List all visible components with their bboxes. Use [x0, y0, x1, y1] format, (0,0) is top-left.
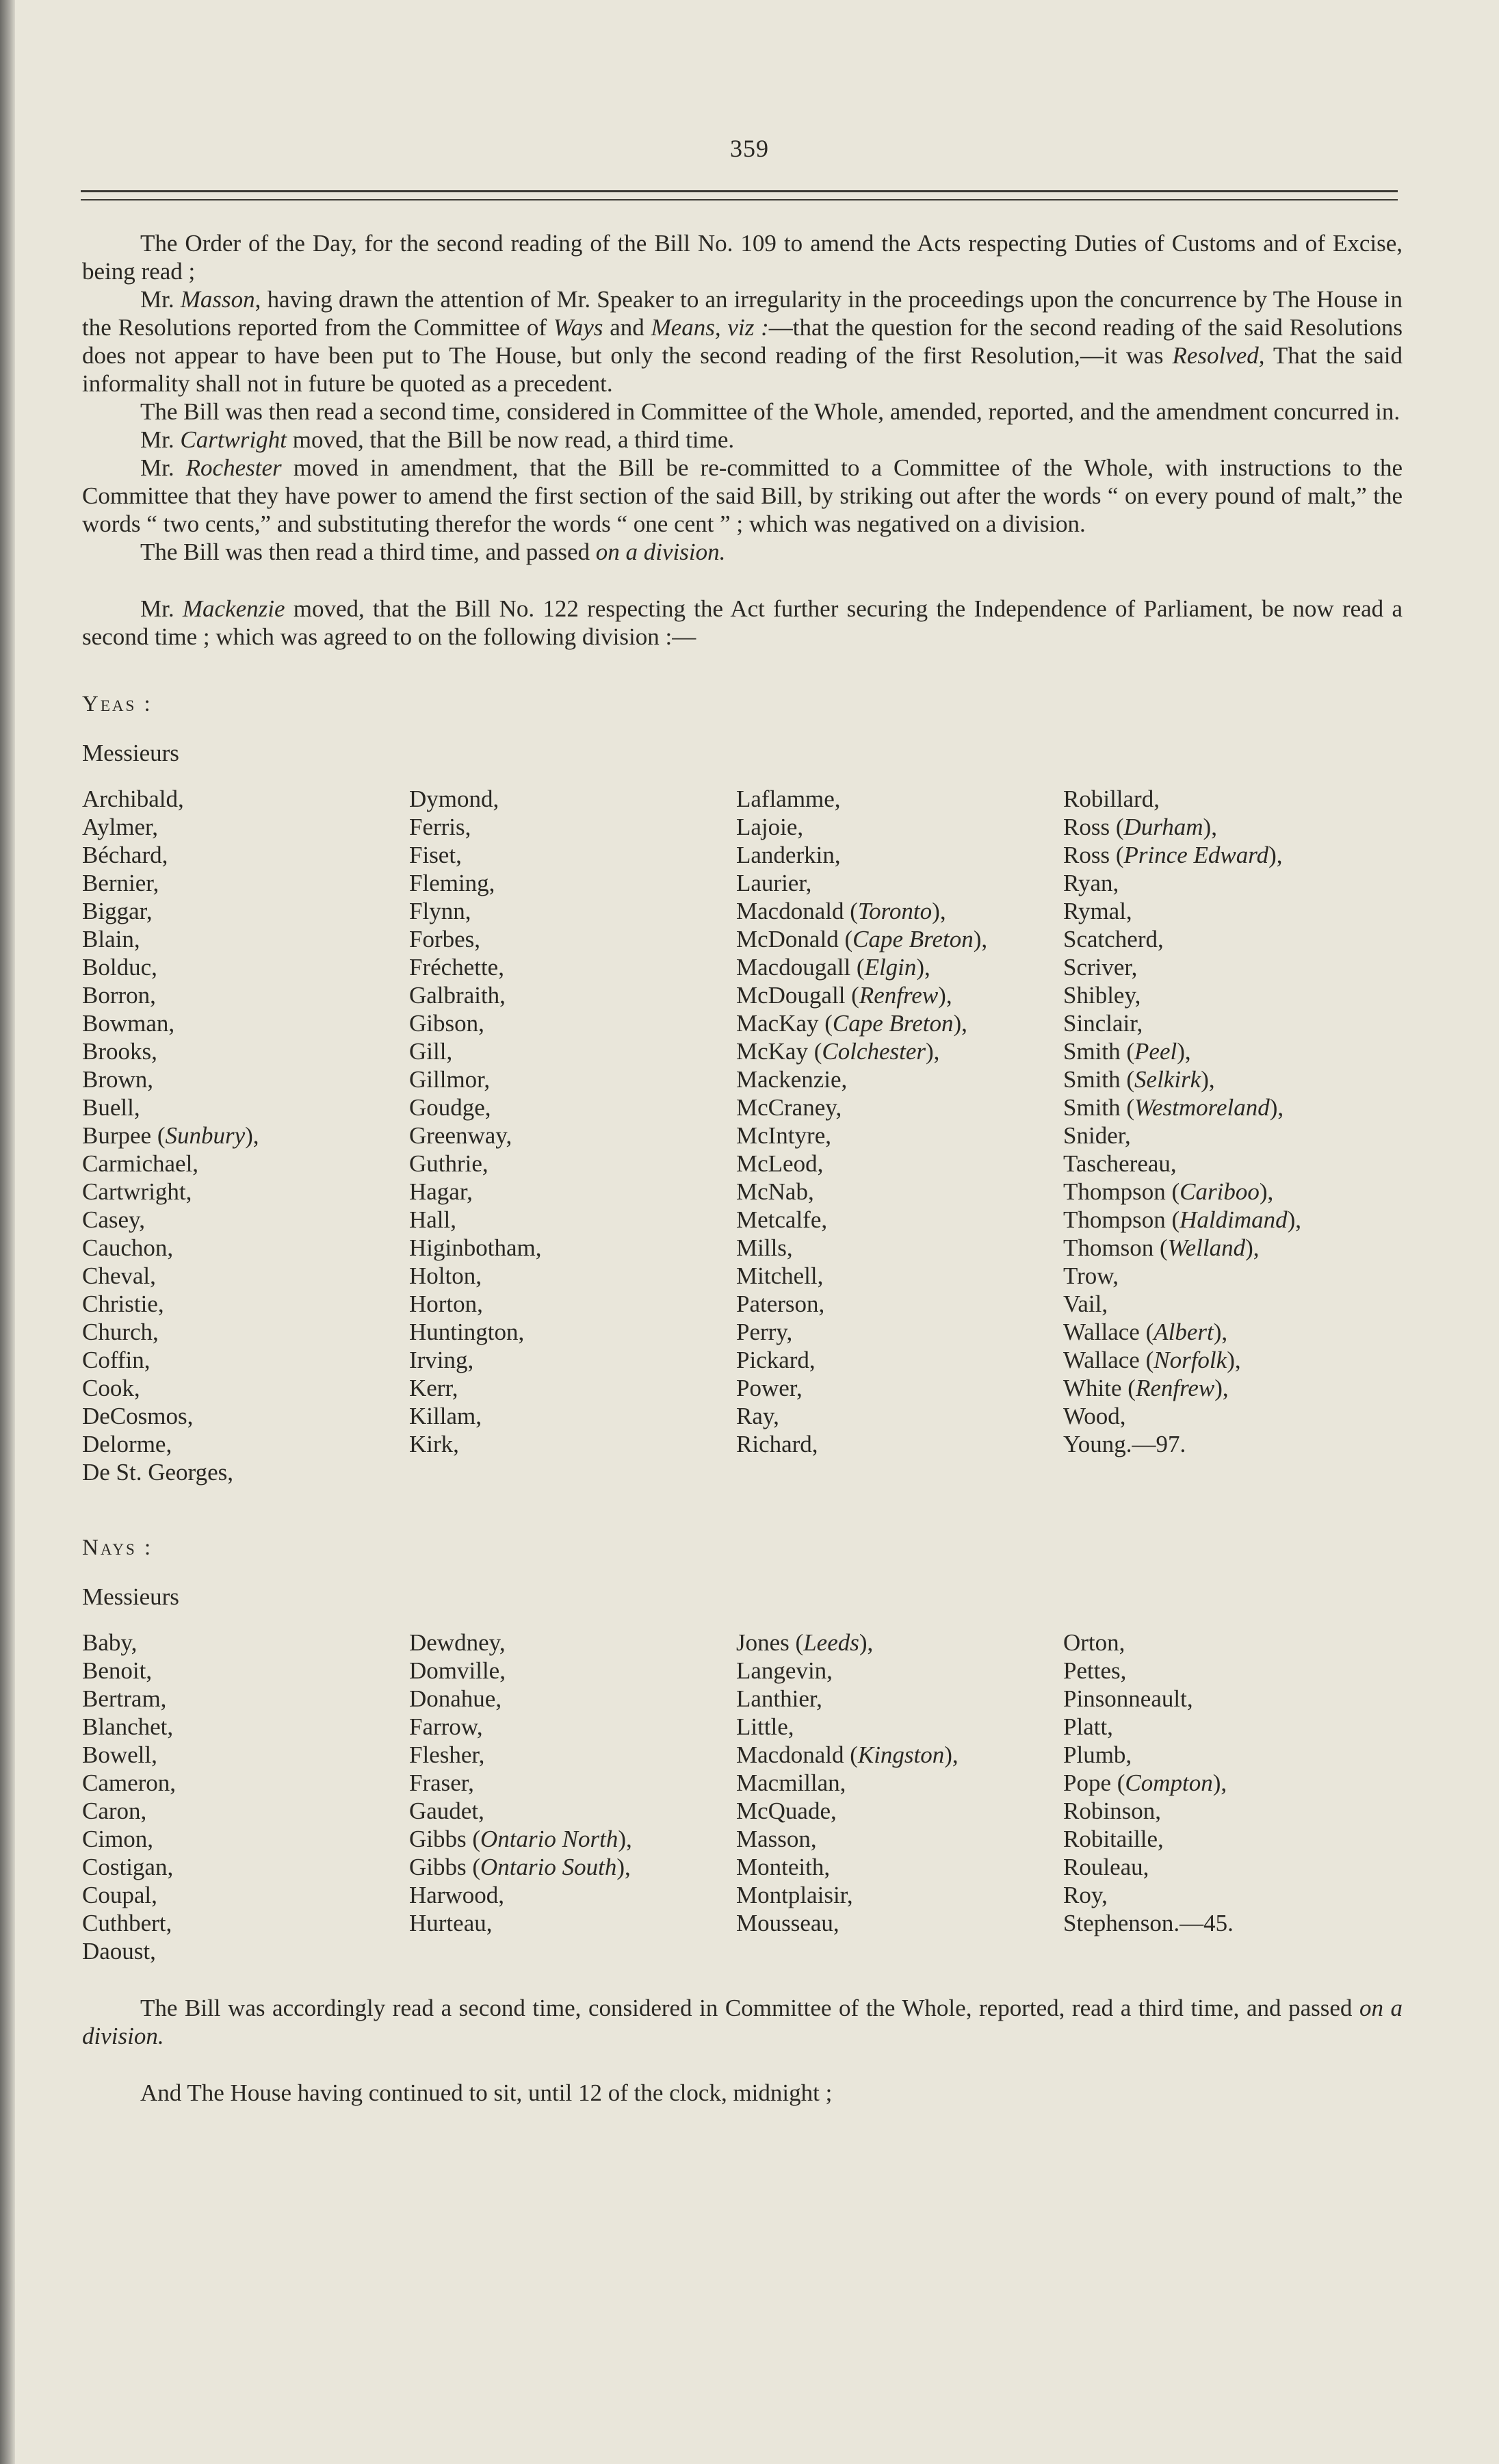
yeas-column-1	[82, 785, 409, 1486]
nays-member-name: Cameron,	[82, 1769, 177, 1796]
nays-member-name: Bertram,	[82, 1685, 167, 1712]
page-body	[82, 229, 1403, 2107]
yeas-member-name: Higinbotham,	[409, 1234, 542, 1261]
yeas-member-name: Dymond,	[409, 786, 499, 812]
yeas-member-name: Flynn,	[409, 898, 471, 924]
yeas-member-name: Trow,	[1063, 1262, 1119, 1289]
yeas-member-name: Laurier,	[736, 870, 812, 896]
yeas-member-name: Gibson,	[409, 1010, 484, 1037]
mackenzie-paragraph: Mr. Mackenzie moved, that the Bill No. 122 respecting the Act further securing the Independence of Parliament, be now read a second time ; which was agreed to on the following division :—	[82, 595, 1403, 650]
yeas-member-name: Vail,	[1063, 1291, 1108, 1317]
yeas-member-name: Borron,	[82, 982, 156, 1009]
yeas-member-name: Delorme,	[82, 1431, 172, 1457]
yeas-member-name: Laflamme,	[736, 786, 841, 812]
yeas-member-name: Béchard,	[82, 842, 168, 868]
yeas-member-name: Fréchette,	[409, 954, 504, 981]
yeas-member-name: Fleming,	[409, 870, 495, 896]
nays-member-name: Gaudet,	[409, 1798, 484, 1824]
yeas-messieurs: Messieurs	[82, 740, 179, 766]
yeas-member-name: McIntyre,	[736, 1122, 831, 1149]
nays-member-name: Jones (Leeds),	[736, 1629, 874, 1656]
yeas-member-name: Sinclair,	[1063, 1010, 1143, 1037]
nays-member-name: Caron,	[82, 1798, 147, 1824]
yeas-member-name: Biggar,	[82, 898, 153, 924]
cartwright-paragraph: Mr. Cartwright moved, that the Bill be now read, a third time.	[140, 426, 735, 453]
yeas-member-name: Rymal,	[1063, 898, 1132, 924]
yeas-member-name: Mitchell,	[736, 1262, 824, 1289]
yeas-member-name: Wallace (Norfolk),	[1063, 1347, 1241, 1373]
nays-member-name: Platt,	[1063, 1713, 1113, 1740]
yeas-member-name: Fiset,	[409, 842, 462, 868]
yeas-member-name: White (Renfrew),	[1063, 1375, 1229, 1401]
yeas-member-name: Power,	[736, 1375, 803, 1401]
yeas-member-name: Smith (Peel),	[1063, 1038, 1191, 1065]
yeas-member-name: Thomson (Welland),	[1063, 1234, 1260, 1261]
nays-member-name: Macmillan,	[736, 1769, 846, 1796]
yeas-member-name: Pickard,	[736, 1347, 816, 1373]
yeas-heading: Yeas :	[82, 692, 153, 716]
nays-member-name: Macdonald (Kingston),	[736, 1741, 959, 1768]
nays-member-name: Daoust,	[82, 1938, 156, 1964]
yeas-member-name: McDougall (Renfrew),	[736, 982, 952, 1009]
yeas-member-name: Irving,	[409, 1347, 474, 1373]
yeas-member-name: Paterson,	[736, 1291, 825, 1317]
yeas-member-name: Galbraith,	[409, 982, 506, 1009]
nays-member-name: Pinsonneault,	[1063, 1685, 1193, 1712]
nays-member-name: Rouleau,	[1063, 1854, 1149, 1880]
yeas-member-name: Shibley,	[1063, 982, 1141, 1009]
yeas-column-4	[1063, 785, 1390, 1486]
order-of-day-paragraph: The Order of the Day, for the second reading of the Bill No. 109 to amend the Acts respecting Duties of Customs and of Excise, being read ;	[82, 230, 1403, 285]
yeas-member-name: Coffin,	[82, 1347, 151, 1373]
nays-column-2	[409, 1629, 736, 1965]
yeas-member-name: Richard,	[736, 1431, 818, 1457]
yeas-member-name: Macdonald (Toronto),	[736, 898, 946, 924]
yeas-member-name: Perry,	[736, 1319, 793, 1345]
yeas-member-name: Hall,	[409, 1206, 457, 1233]
yeas-member-name: Buell,	[82, 1094, 140, 1121]
yeas-member-name: McCraney,	[736, 1094, 842, 1121]
nays-member-name: Cimon,	[82, 1826, 154, 1852]
nays-member-name: Blanchet,	[82, 1713, 174, 1740]
nays-column-4	[1063, 1629, 1390, 1965]
nays-member-name: McQuade,	[736, 1798, 837, 1824]
yeas-member-name: Archibald,	[82, 786, 184, 812]
page-number: 359	[730, 135, 769, 162]
yeas-member-name: Ryan,	[1063, 870, 1119, 896]
nays-member-name: Harwood,	[409, 1882, 504, 1908]
yeas-member-name: Thompson (Cariboo),	[1063, 1178, 1274, 1205]
yeas-member-name: Burpee (Sunbury),	[82, 1122, 259, 1149]
nays-member-name: Robinson,	[1063, 1798, 1161, 1824]
yeas-member-name: De St. Georges,	[82, 1459, 233, 1486]
yeas-member-name: Aylmer,	[82, 814, 159, 840]
nays-member-name: Flesher,	[409, 1741, 485, 1768]
nays-column-3	[736, 1629, 1063, 1965]
nays-member-name: Hurteau,	[409, 1910, 493, 1936]
yeas-member-name: Ferris,	[409, 814, 471, 840]
nays-column-1	[82, 1629, 409, 1965]
yeas-member-name: Casey,	[82, 1206, 146, 1233]
nays-member-name: Fraser,	[409, 1769, 474, 1796]
nays-member-name: Stephenson.—45.	[1063, 1910, 1234, 1936]
yeas-member-name: Brooks,	[82, 1038, 157, 1065]
nays-member-name: Pope (Compton),	[1063, 1769, 1227, 1796]
yeas-member-name: Landerkin,	[736, 842, 841, 868]
nays-member-name: Monteith,	[736, 1854, 831, 1880]
nays-list	[82, 1629, 1403, 1965]
yeas-column-3	[736, 785, 1063, 1486]
yeas-member-name: Horton,	[409, 1291, 483, 1317]
yeas-member-name: Wood,	[1063, 1403, 1126, 1429]
house-continued-paragraph: And The House having continued to sit, until 12 of the clock, midnight ;	[140, 2079, 833, 2106]
yeas-member-name: Ray,	[736, 1403, 779, 1429]
yeas-column-2	[409, 785, 736, 1486]
yeas-member-name: McNab,	[736, 1178, 814, 1205]
page-spine-edge	[0, 0, 15, 2464]
yeas-member-name: Killam,	[409, 1403, 482, 1429]
yeas-member-name: Goudge,	[409, 1094, 491, 1121]
yeas-member-name: MacKay (Cape Breton),	[736, 1010, 967, 1037]
yeas-member-name: Gillmor,	[409, 1066, 491, 1093]
yeas-member-name: Bowman,	[82, 1010, 175, 1037]
nays-messieurs: Messieurs	[82, 1583, 179, 1610]
yeas-member-name: Cook,	[82, 1375, 140, 1401]
yeas-member-name: Church,	[82, 1319, 159, 1345]
yeas-member-name: Thompson (Haldimand),	[1063, 1206, 1302, 1233]
rochester-paragraph: Mr. Rochester moved in amendment, that the Bill be re-committed to a Committee of the Whole, with instructions to the Committee that they have power to amend the first section of the said Bill, by striking out after the words “ on every pound of malt,” the words “ two cents,” and substituting therefor the words “ one cent ” ; which was negatived on a division.	[82, 454, 1403, 537]
yeas-member-name: Christie,	[82, 1291, 164, 1317]
nays-member-name: Masson,	[736, 1826, 817, 1852]
nays-member-name: Mousseau,	[736, 1910, 839, 1936]
nays-member-name: Baby,	[82, 1629, 138, 1656]
yeas-member-name: Gill,	[409, 1038, 453, 1065]
yeas-list	[82, 785, 1403, 1486]
nays-heading: Nays :	[82, 1535, 153, 1560]
yeas-member-name: McDonald (Cape Breton),	[736, 926, 988, 952]
nays-member-name: Langevin,	[736, 1657, 833, 1684]
nays-member-name: Orton,	[1063, 1629, 1125, 1656]
nays-member-name: Pettes,	[1063, 1657, 1127, 1684]
yeas-member-name: Cauchon,	[82, 1234, 174, 1261]
yeas-member-name: Taschereau,	[1063, 1150, 1177, 1177]
nays-member-name: Benoit,	[82, 1657, 153, 1684]
yeas-member-name: Metcalfe,	[736, 1206, 828, 1233]
nays-member-name: Cuthbert,	[82, 1910, 172, 1936]
second-reading-paragraph: The Bill was then read a second time, considered in Committee of the Whole, amended, reported, and the amendment concurred in.	[140, 398, 1400, 425]
nays-member-name: Gibbs (Ontario North),	[409, 1826, 632, 1852]
yeas-member-name: Smith (Westmoreland),	[1063, 1094, 1284, 1121]
yeas-member-name: Young.—97.	[1063, 1431, 1186, 1457]
yeas-member-name: Bernier,	[82, 870, 159, 896]
nays-member-name: Coupal,	[82, 1882, 157, 1908]
yeas-member-name: Wallace (Albert),	[1063, 1319, 1228, 1345]
yeas-member-name: Snider,	[1063, 1122, 1131, 1149]
yeas-member-name: Robillard,	[1063, 786, 1160, 812]
yeas-member-name: Brown,	[82, 1066, 154, 1093]
third-reading-paragraph: The Bill was then read a third time, and passed on a division.	[140, 539, 726, 565]
header-rule-top	[81, 190, 1398, 192]
yeas-member-name: McLeod,	[736, 1150, 824, 1177]
yeas-member-name: Forbes,	[409, 926, 481, 952]
yeas-member-name: Greenway,	[409, 1122, 512, 1149]
yeas-member-name: DeCosmos,	[82, 1403, 194, 1429]
nays-member-name: Gibbs (Ontario South),	[409, 1854, 631, 1880]
yeas-member-name: Smith (Selkirk),	[1063, 1066, 1215, 1093]
yeas-member-name: Kirk,	[409, 1431, 459, 1457]
yeas-member-name: Scatcherd,	[1063, 926, 1164, 952]
nays-member-name: Dewdney,	[409, 1629, 506, 1656]
yeas-member-name: Huntington,	[409, 1319, 525, 1345]
nays-member-name: Domville,	[409, 1657, 506, 1684]
yeas-member-name: Kerr,	[409, 1375, 458, 1401]
nays-member-name: Costigan,	[82, 1854, 174, 1880]
nays-member-name: Donahue,	[409, 1685, 502, 1712]
nays-member-name: Plumb,	[1063, 1741, 1132, 1768]
yeas-member-name: Cheval,	[82, 1262, 156, 1289]
nays-member-name: Little,	[736, 1713, 794, 1740]
header-rule-bottom	[81, 199, 1398, 200]
nays-member-name: Montplaisir,	[736, 1882, 853, 1908]
accordingly-read-paragraph: The Bill was accordingly read a second time, considered in Committee of the Whole, reported, read a third time, and passed on a division.	[82, 1995, 1403, 2049]
yeas-member-name: Mackenzie,	[736, 1066, 848, 1093]
yeas-member-name: Bolduc,	[82, 954, 157, 981]
yeas-member-name: Lajoie,	[736, 814, 804, 840]
yeas-member-name: Ross (Prince Edward),	[1063, 842, 1283, 868]
masson-paragraph: Mr. Masson, having drawn the attention of Mr. Speaker to an irregularity in the proceedings upon the concurrence by The House in the Resolutions reported from the Committee of Ways and Means, viz :—that the question for the second reading of the said Resolutions does not appear to have been put to The House, but only the second reading of the first Resolution,—it was Resolved, That the said informality shall not in future be quoted as a precedent.	[82, 286, 1403, 397]
yeas-member-name: Cartwright,	[82, 1178, 192, 1205]
yeas-member-name: Macdougall (Elgin),	[736, 954, 930, 981]
nays-member-name: Farrow,	[409, 1713, 483, 1740]
yeas-member-name: Carmichael,	[82, 1150, 199, 1177]
yeas-member-name: McKay (Colchester),	[736, 1038, 940, 1065]
nays-member-name: Robitaille,	[1063, 1826, 1164, 1852]
nays-member-name: Roy,	[1063, 1882, 1108, 1908]
yeas-member-name: Blain,	[82, 926, 140, 952]
yeas-member-name: Ross (Durham),	[1063, 814, 1217, 840]
yeas-member-name: Mills,	[736, 1234, 793, 1261]
nays-member-name: Lanthier,	[736, 1685, 822, 1712]
yeas-member-name: Hagar,	[409, 1178, 473, 1205]
yeas-member-name: Scriver,	[1063, 954, 1138, 981]
nays-member-name: Bowell,	[82, 1741, 157, 1768]
yeas-member-name: Holton,	[409, 1262, 482, 1289]
yeas-member-name: Guthrie,	[409, 1150, 488, 1177]
